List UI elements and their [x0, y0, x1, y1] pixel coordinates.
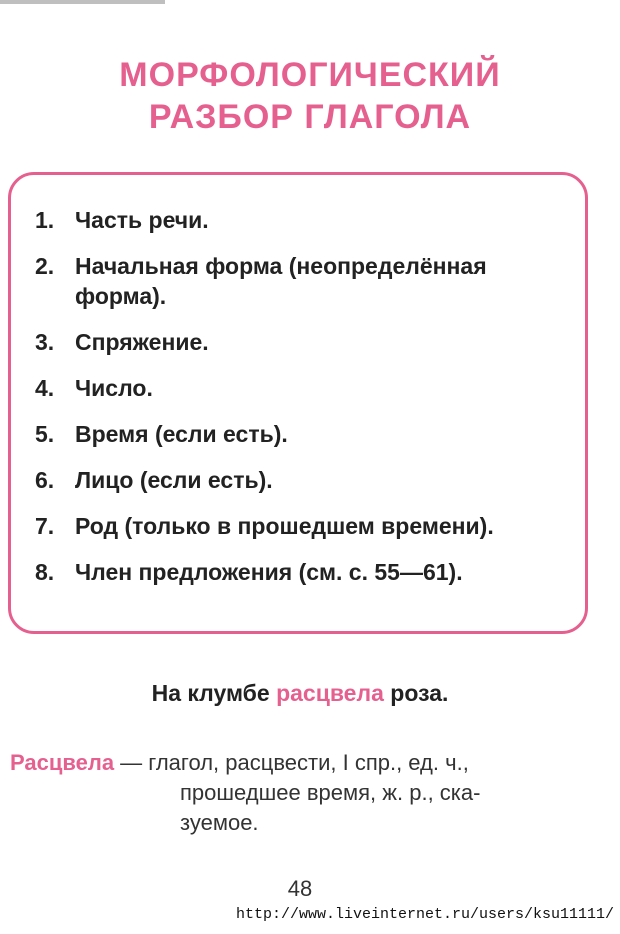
plan-item-number: 5. — [35, 421, 55, 447]
plan-item — [35, 251, 575, 311]
plan-item — [35, 419, 575, 449]
plan-item-text: Род (только в прошедшем времени). — [75, 513, 494, 539]
plan-item — [35, 373, 575, 403]
analysis-plan-list — [35, 205, 575, 603]
analysis-plan-card — [8, 172, 588, 634]
source-url-watermark: http://www.liveinternet.ru/users/ksu11111/ — [235, 906, 614, 923]
analysis-line-2: прошедшее время, ж. р., ска- — [180, 780, 481, 805]
page-title — [0, 54, 620, 138]
analysis-line-1 — [10, 748, 600, 778]
plan-item-number: 6. — [35, 467, 55, 493]
plan-item — [35, 205, 575, 235]
plan-item-text: Число. — [75, 375, 153, 401]
plan-item — [35, 557, 575, 587]
example-text-after: роза. — [383, 680, 449, 706]
analysis-line-1-text: — глагол, расцвести, I спр., ед. ч., — [114, 750, 469, 775]
title-line-2: РАЗБОР ГЛАГОЛА — [148, 98, 472, 136]
example-text-before: На клумбе — [151, 680, 277, 706]
plan-item — [35, 465, 575, 495]
title-line-1: МОРФОЛОГИЧЕСКИЙ — [119, 56, 501, 94]
verb-analysis — [10, 748, 600, 838]
plan-item-number: 1. — [35, 207, 55, 233]
example-sentence — [0, 680, 600, 707]
plan-item-text: Начальная форма (неопределённая форма). — [75, 253, 487, 309]
plan-item — [35, 511, 575, 541]
plan-item-number: 2. — [35, 253, 55, 279]
analysis-line-3: зуемое. — [180, 810, 259, 835]
plan-item — [35, 327, 575, 357]
plan-item-number: 8. — [35, 559, 55, 585]
plan-item-number: 4. — [35, 375, 55, 401]
top-decorative-rule — [0, 0, 165, 4]
plan-item-text: Лицо (если есть). — [75, 467, 273, 493]
plan-item-text: Член предложения (см. с. 55—61). — [75, 559, 463, 585]
example-highlighted-verb: расцвела — [276, 680, 384, 706]
page-number: 48 — [287, 876, 313, 901]
plan-item-text: Часть речи. — [75, 207, 209, 233]
plan-item-text: Спряжение. — [75, 329, 209, 355]
plan-item-number: 7. — [35, 513, 55, 539]
plan-item-text: Время (если есть). — [75, 421, 288, 447]
plan-item-number: 3. — [35, 329, 55, 355]
analysis-term: Расцвела — [10, 750, 115, 775]
